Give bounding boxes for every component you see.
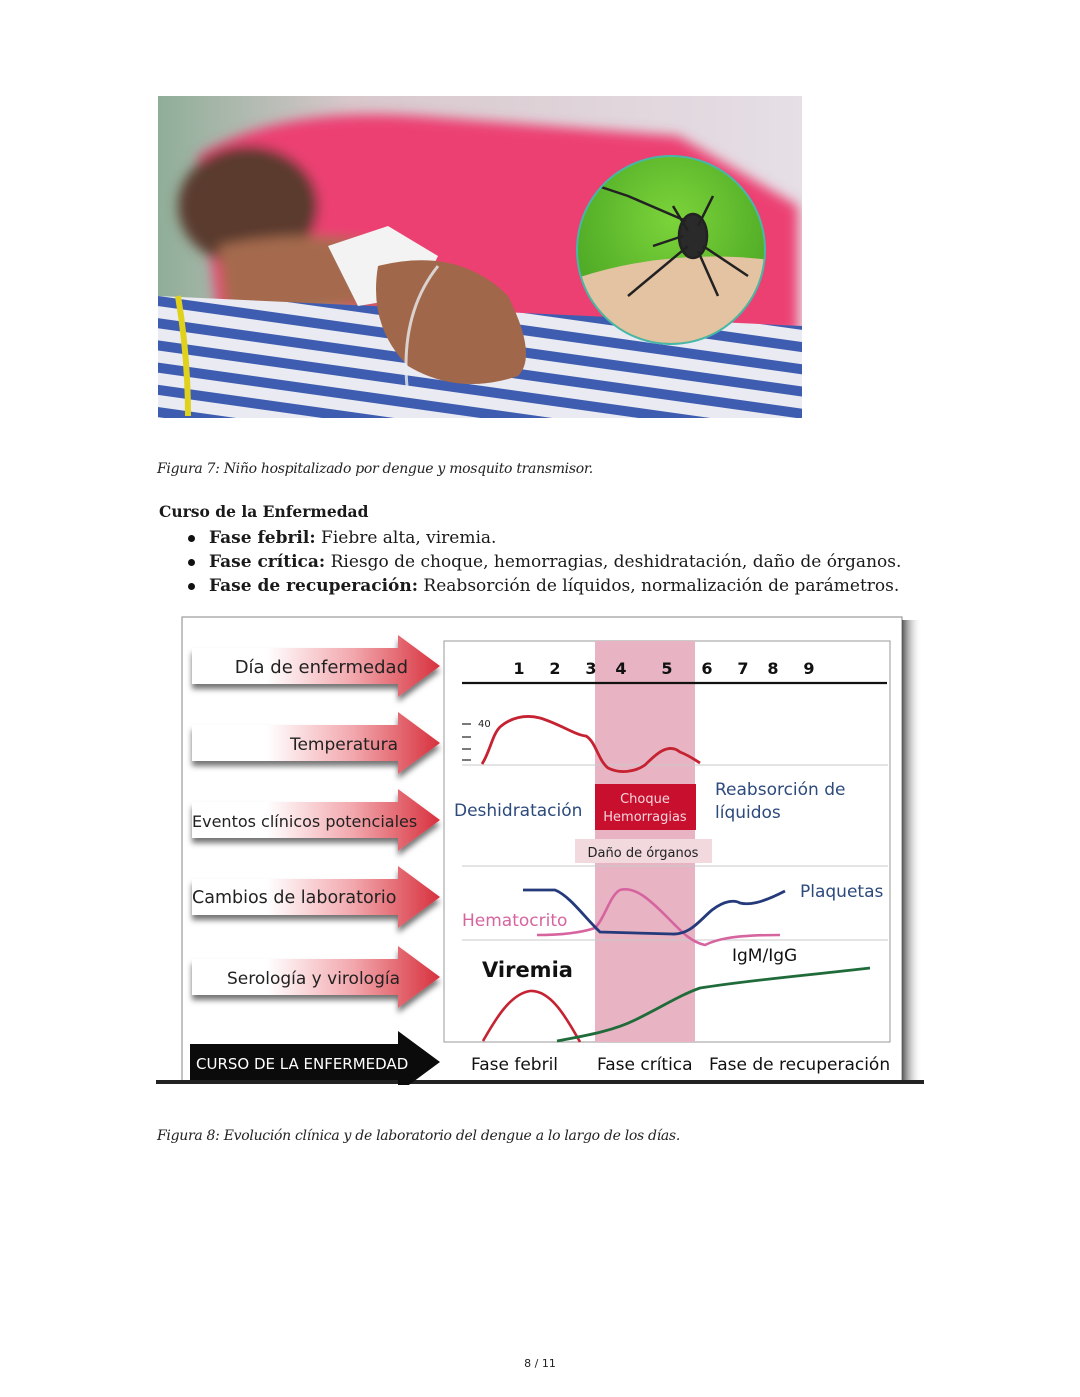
row-label-disease-course: CURSO DE LA ENFERMEDAD (196, 1055, 409, 1073)
row-label-lab-changes: Cambios de laboratorio (192, 888, 397, 908)
svg-text:Choque: Choque (620, 792, 670, 807)
phase-list (186, 526, 901, 598)
svg-text:8: 8 (767, 659, 779, 678)
phase-febrile: Fase febril (471, 1055, 559, 1075)
row-label-serology: Serología y virología (226, 969, 400, 989)
svg-text:2: 2 (549, 659, 561, 678)
day-ticks (513, 659, 814, 678)
term: Fase de recuperación: (209, 576, 419, 596)
row-label-temperature: Temperatura (289, 735, 398, 755)
row-label-clinical-events: Eventos clínicos potenciales (192, 812, 418, 831)
term: Fase crítica: (209, 552, 326, 572)
row-label-day: Día de enfermedad (234, 657, 408, 678)
phase-recovery: Fase de recuperación (709, 1055, 891, 1075)
hospitalized-child-image (158, 96, 802, 418)
figure-8-disease-course-diagram (156, 615, 924, 1085)
figure-8-caption: Figura 8: Evolución clínica y de laboratorio del dengue a lo largo de los días. (157, 1128, 680, 1144)
svg-text:líquidos: líquidos (715, 803, 781, 823)
svg-text:9: 9 (803, 659, 815, 678)
svg-text:1: 1 (513, 659, 525, 678)
term: Fase febril: (209, 528, 316, 548)
description: Fiebre alta, viremia. (315, 528, 497, 548)
description: Reabsorción de líquidos, normalización de parámetros. (418, 576, 900, 596)
event-dehydration: Deshidratación (454, 801, 583, 821)
list-item-critical (186, 550, 901, 574)
event-fluid-reabsorption: Reabsorción de (715, 780, 846, 800)
svg-text:Daño de órganos: Daño de órganos (587, 846, 699, 861)
description: Riesgo de choque, hemorragias, deshidratación, daño de órganos. (325, 552, 902, 572)
page-number: 8 / 11 (524, 1357, 556, 1370)
list-item-recovery (186, 574, 901, 598)
svg-text:Hemorragias: Hemorragias (603, 810, 687, 825)
svg-text:7: 7 (737, 659, 749, 678)
label-viremia: Viremia (482, 958, 573, 982)
label-igm-igg: IgM/IgG (732, 946, 798, 966)
svg-text:6: 6 (701, 659, 713, 678)
svg-text:4: 4 (615, 659, 627, 678)
svg-text:3: 3 (585, 659, 597, 678)
label-platelets: Plaquetas (800, 882, 884, 902)
list-item-febrile (186, 526, 901, 550)
phase-critical: Fase crítica (597, 1055, 693, 1075)
figure-7-caption: Figura 7: Niño hospitalizado por dengue y mosquito transmisor. (157, 461, 593, 477)
label-hematocrit: Hematocrito (462, 911, 568, 931)
temperature-tick-40: 40 (478, 719, 491, 730)
svg-text:5: 5 (661, 659, 673, 678)
section-title: Curso de la Enfermedad (159, 502, 369, 521)
figure-7-photo (158, 96, 802, 418)
